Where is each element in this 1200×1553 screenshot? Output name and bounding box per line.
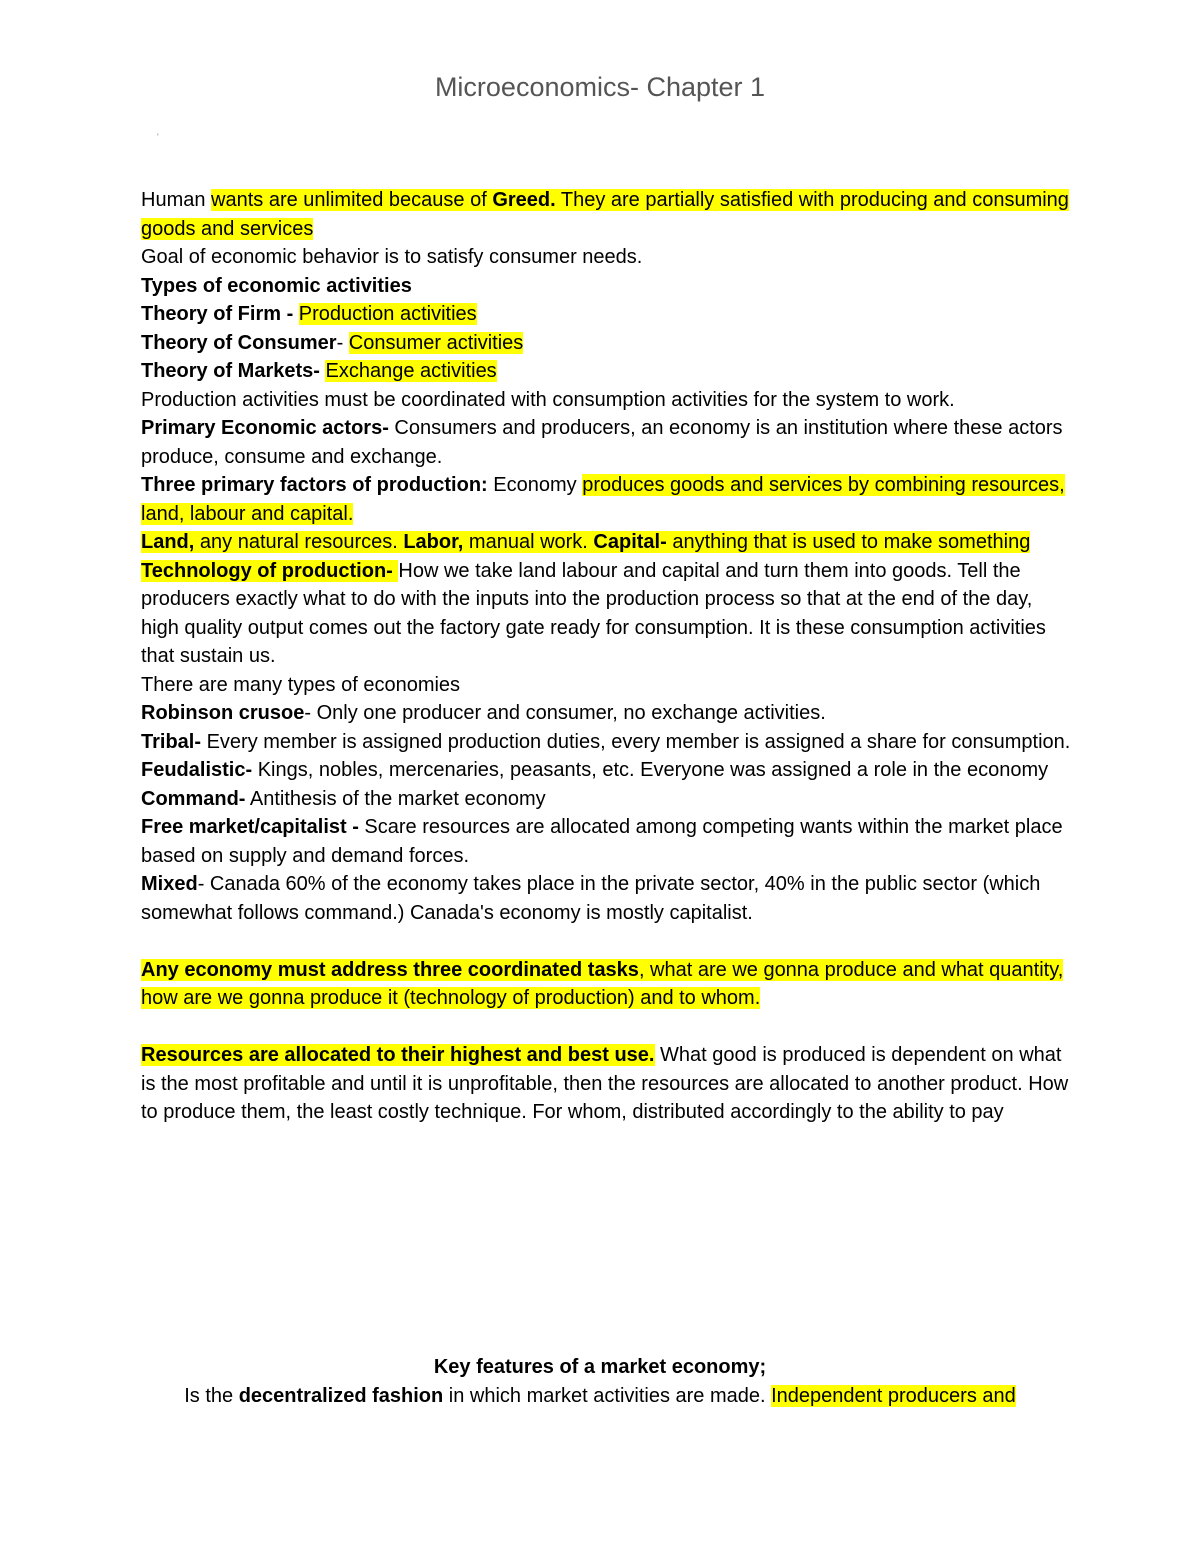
blank-line [141, 1013, 1071, 1042]
highlight: Land, any natural resources. Labor, manual work. Capital- anything that is used to make something [141, 531, 1031, 553]
many-types-line: There are many types of economies [141, 673, 461, 696]
theory-markets-line: Theory of Markets- Exchange activities [141, 360, 497, 382]
theory-consumer-line: Theory of Consumer- Consumer activities [141, 331, 524, 354]
coordination-line: Production activities must be coordinated with consumption activities for the system to work. [141, 388, 955, 411]
page-title: Microeconomics- Chapter 1 [434, 72, 766, 102]
actors-paragraph: Primary Economic actors- Consumers and producers, an economy is an institution where these actors produce, consume and exchange. [141, 417, 1063, 468]
theory-firm-line: Theory of Firm - Production activities [141, 303, 477, 325]
key-features-section [141, 1353, 1059, 1410]
highlight: wants are unlimited because of Greed. They are partially satisfied with producing and consuming goods and services [141, 189, 1069, 240]
land-labor-capital-paragraph [141, 528, 1071, 557]
notes-body [141, 186, 1071, 1127]
mixed-paragraph: Mixed- Canada 60% of the economy takes place in the private sector, 40% in the public sector (which somewhat follows command.) Canada's economy is mostly capitalist. [141, 873, 1041, 924]
feudalistic-paragraph: Feudalistic- Kings, nobles, mercenaries, peasants, etc. Everyone was assigned a role in the economy [141, 759, 1049, 781]
highlight: Any economy must address three coordinated tasks, what are we gonna produce and what quantity, how are we gonna produce it (technology of production) and to whom. [141, 958, 1064, 1009]
stray-mark: ' [157, 132, 159, 142]
types-heading: Types of economic activities [141, 274, 412, 297]
robinson-line: Robinson crusoe- Only one producer and consumer, no exchange activities. [141, 702, 826, 724]
command-line: Command- Antithesis of the market economy [141, 787, 546, 810]
resources-paragraph: Resources are allocated to their highest and best use. What good is produced is dependent on what is the most profitable and until it is unprofitable, then the resources are allocated to another product. How to produce them, the least costly technique. For whom, distributed accordingly to the ability to pay [141, 1044, 1069, 1123]
free-market-paragraph: Free market/capitalist - Scare resources are allocated among competing wants within the market place based on supply and demand forces. [141, 816, 1063, 867]
technology-paragraph: Technology of production- How we take land labour and capital and turn them into goods. Tell the producers exactly what to do with the inputs into the production process so that at the end of the day, high quality output comes out the factory gate ready for consumption. It is these consumption activities that sustain us. [141, 559, 1046, 667]
tribal-paragraph: Tribal- Every member is assigned production duties, every member is assigned a share for consumption. [141, 730, 1071, 753]
factors-paragraph: Three primary factors of production: Economy produces goods and services by combining resources, land, labour and capital. [141, 474, 1065, 525]
human-wants-paragraph: Human wants are unlimited because of Greed. They are partially satisfied with producing and consuming goods and services [141, 189, 1069, 240]
key-features-line: Is the decentralized fashion in which market activities are made. Independent producers and [184, 1384, 1016, 1407]
key-features-heading: Key features of a market economy; [433, 1356, 767, 1378]
blank-line [141, 927, 1071, 956]
goal-line: Goal of economic behavior is to satisfy consumer needs. [141, 246, 643, 268]
tasks-paragraph [141, 956, 1071, 1013]
